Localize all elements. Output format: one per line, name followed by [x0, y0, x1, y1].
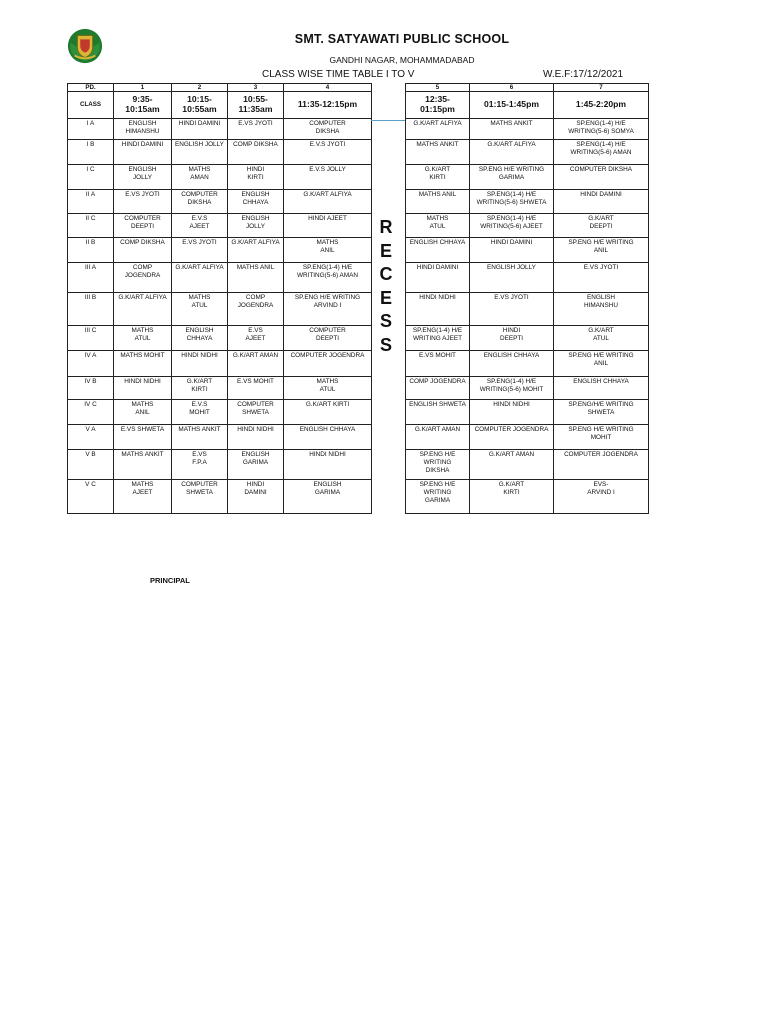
subject-cell: MATHS ATUL [172, 293, 228, 326]
subject-cell: COMPUTER DIKSHA [284, 119, 372, 140]
table-row [406, 263, 649, 293]
subject-cell: MATHS ANIL [114, 400, 172, 425]
subject-cell: COMPUTER JOGENDRA [284, 351, 372, 377]
connector-line [371, 120, 405, 121]
subject-cell: E.V.S JOLLY [284, 165, 372, 190]
table-row [406, 377, 649, 400]
class-name: III A [68, 263, 114, 293]
subject-cell: COMP DIKSHA [114, 238, 172, 263]
period-number: 6 [470, 84, 554, 92]
subject-cell: ENGLISH JOLLY [172, 140, 228, 165]
subject-cell: G.K/ART ATUL [554, 326, 649, 351]
class-name: I B [68, 140, 114, 165]
subject-cell: G.K/ART ALFIYA [406, 119, 470, 140]
class-header: CLASS [68, 92, 114, 119]
period-number: 2 [172, 84, 228, 92]
subject-cell: HINDI NIDHI [470, 400, 554, 425]
subject-cell: G.K/ART AMAN [228, 351, 284, 377]
subject-cell: HINDI NIDHI [172, 351, 228, 377]
subject-cell: G.K/ART ALFIYA [284, 190, 372, 214]
subject-cell: G.K/ART KIRTI [406, 165, 470, 190]
subject-cell: SP.ENG(1-4) H/E WRITING AJEET [406, 326, 470, 351]
subject-cell: G.K/ART DEEPTI [554, 214, 649, 238]
subject-cell: SP.ENG(1-4) H/E WRITING(5-6) AJEET [470, 214, 554, 238]
period-number: 1 [114, 84, 172, 92]
subject-cell: SP.ENG(1-4) H/E WRITING(5-6) SOMYA [554, 119, 649, 140]
period-number: 7 [554, 84, 649, 92]
table-row [406, 480, 649, 514]
subject-cell: ENGLISH CHHAYA [228, 190, 284, 214]
timetable-subtitle: CLASS WISE TIME TABLE I TO V [262, 69, 415, 80]
school-address: GANDHI NAGAR, MOHAMMADABAD [329, 55, 475, 65]
subject-cell: COMP JOGENDRA [114, 263, 172, 293]
table-row [68, 238, 372, 263]
class-name: V C [68, 480, 114, 514]
table-row [68, 377, 372, 400]
class-name: V B [68, 450, 114, 480]
table-row [406, 165, 649, 190]
subject-cell: COMPUTER DIKSHA [172, 190, 228, 214]
subject-cell: COMPUTER JOGENDRA [470, 425, 554, 450]
period-time: 11:35-12:15pm [284, 92, 372, 119]
subject-cell: MATHS ATUL [114, 326, 172, 351]
subject-cell: HINDI KIRTI [228, 165, 284, 190]
table-row [406, 214, 649, 238]
subject-cell: G.K/ART ALFIYA [114, 293, 172, 326]
subject-cell: SP.ENG H/E WRITING MOHIT [554, 425, 649, 450]
period-number: 3 [228, 84, 284, 92]
period-number: 5 [406, 84, 470, 92]
subject-cell: COMPUTER SHWETA [228, 400, 284, 425]
subject-cell: COMP JOGENDRA [406, 377, 470, 400]
subject-cell: MATHS ATUL [406, 214, 470, 238]
table-row [406, 119, 649, 140]
subject-cell: COMPUTER DEEPTI [284, 326, 372, 351]
table-row [406, 140, 649, 165]
subject-cell: MATHS ANKIT [406, 140, 470, 165]
subject-cell: SP.ENG H/E WRITING ARVIND I [284, 293, 372, 326]
recess-letter: C [379, 264, 393, 284]
subject-cell: E.VS JYOTI [114, 190, 172, 214]
subject-cell: E.VS MOHIT [228, 377, 284, 400]
table-row [68, 425, 372, 450]
subject-cell: ENGLISH HIMANSHU [554, 293, 649, 326]
subject-cell: E.VS JYOTI [228, 119, 284, 140]
class-name: II C [68, 214, 114, 238]
table-row [68, 293, 372, 326]
subject-cell: SP.ENG H/E WRITING DIKSHA [406, 450, 470, 480]
subject-cell: G.K/ART AMAN [470, 450, 554, 480]
table-row [68, 480, 372, 514]
subject-cell: HINDI NIDHI [406, 293, 470, 326]
subject-cell: SP.ENG(1-4) H/E WRITING(5-6) AMAN [554, 140, 649, 165]
table-row [406, 351, 649, 377]
table-row [406, 326, 649, 351]
subject-cell: HINDI AJEET [284, 214, 372, 238]
subject-cell: COMPUTER DEEPTI [114, 214, 172, 238]
class-name: I A [68, 119, 114, 140]
subject-cell: E.V.S AJEET [172, 214, 228, 238]
subject-cell: G.K/ART AMAN [406, 425, 470, 450]
subject-cell: G.K/ART ALFIYA [228, 238, 284, 263]
subject-cell: MATHS ANIL [228, 263, 284, 293]
class-name: IV A [68, 351, 114, 377]
subject-cell: E.V.S MOHIT [172, 400, 228, 425]
subject-cell: E.VS AJEET [228, 326, 284, 351]
subject-cell: MATHS ANKIT [470, 119, 554, 140]
period-time: 12:35- 01:15pm [406, 92, 470, 119]
subject-cell: E.VS JYOTI [554, 263, 649, 293]
recess-letter: S [379, 334, 392, 355]
pd-header: PD. [68, 84, 114, 92]
subject-cell: E.VS MOHIT [406, 351, 470, 377]
effective-date: W.E.F:17/12/2021 [543, 69, 624, 80]
subject-cell: COMP JOGENDRA [228, 293, 284, 326]
subject-cell: E.V.S JYOTI [284, 140, 372, 165]
subject-cell: HINDI DEEPTI [470, 326, 554, 351]
subject-cell: G.K/ART ALFIYA [172, 263, 228, 293]
subject-cell: ENGLISH GARIMA [228, 450, 284, 480]
subject-cell: ENGLISH CHHAYA [172, 326, 228, 351]
table-row [68, 450, 372, 480]
class-name: V A [68, 425, 114, 450]
subject-cell: E.VS JYOTI [470, 293, 554, 326]
period-time: 9:35- 10:15am [114, 92, 172, 119]
subject-cell: HINDI NIDHI [228, 425, 284, 450]
subject-cell: SP.ENG(1-4) H/E WRITING(5-6) SHWETA [470, 190, 554, 214]
subject-cell: HINDI DAMINI [228, 480, 284, 514]
subject-cell: HINDI DAMINI [406, 263, 470, 293]
subject-cell: SP.ENG H/E WRITING GARIMA [406, 480, 470, 514]
recess-letter: E [379, 240, 392, 261]
subject-cell: G.K/ART KIRTI [470, 480, 554, 514]
subject-cell: HINDI DAMINI [554, 190, 649, 214]
subject-cell: HINDI DAMINI [114, 140, 172, 165]
subject-cell: G.K/ART KIRTI [172, 377, 228, 400]
subject-cell: EVS- ARVIND I [554, 480, 649, 514]
subject-cell: MATHS ANIL [284, 238, 372, 263]
table-row [406, 450, 649, 480]
subject-cell: SP.ENG(1-4) H/E WRITING(5-6) AMAN [284, 263, 372, 293]
subject-cell: SP.ENG/H/E WRITING SHWETA [554, 400, 649, 425]
subject-cell: ENGLISH CHHAYA [470, 351, 554, 377]
subject-cell: MATHS ANKIT [172, 425, 228, 450]
timetable-left [67, 83, 372, 514]
table-row [68, 119, 372, 140]
subject-cell: E.VS SHWETA [114, 425, 172, 450]
class-name: IV B [68, 377, 114, 400]
subject-cell: HINDI DAMINI [470, 238, 554, 263]
subject-cell: ENGLISH JOLLY [228, 214, 284, 238]
recess-letter: E [379, 287, 392, 308]
table-row [68, 400, 372, 425]
subject-cell: COMPUTER DIKSHA [554, 165, 649, 190]
subject-cell: ENGLISH JOLLY [470, 263, 554, 293]
period-number: 4 [284, 84, 372, 92]
class-name: III B [68, 293, 114, 326]
subject-cell: HINDI DAMINI [172, 119, 228, 140]
recess-letter: R [379, 217, 393, 237]
subject-cell: ENGLISH HIMANSHU [114, 119, 172, 140]
subject-cell: MATHS ANIL [406, 190, 470, 214]
subject-cell: E.VS JYOTI [172, 238, 228, 263]
subject-cell: COMPUTER SHWETA [172, 480, 228, 514]
subject-cell: MATHS AJEET [114, 480, 172, 514]
class-name: I C [68, 165, 114, 190]
recess-letter: S [379, 311, 392, 331]
table-row [68, 165, 372, 190]
subject-cell: MATHS MOHIT [114, 351, 172, 377]
table-row [68, 326, 372, 351]
class-name: II B [68, 238, 114, 263]
subject-cell: ENGLISH GARIMA [284, 480, 372, 514]
class-name: II A [68, 190, 114, 214]
subject-cell: COMP DIKSHA [228, 140, 284, 165]
subject-cell: SP.ENG H/E WRITING ANIL [554, 351, 649, 377]
school-name: SMT. SATYAWATI PUBLIC SCHOOL [294, 32, 510, 46]
subject-cell: ENGLISH SHWETA [406, 400, 470, 425]
recess-label [379, 216, 393, 357]
subject-cell: SP.ENG H/E WRITING ANIL [554, 238, 649, 263]
period-time: 1:45-2:20pm [554, 92, 649, 119]
subject-cell: G.K/ART KIRTI [284, 400, 372, 425]
subject-cell: MATHS AMAN [172, 165, 228, 190]
subject-cell: E.VS F.P.A [172, 450, 228, 480]
table-row [406, 293, 649, 326]
table-row [406, 190, 649, 214]
table-row [68, 214, 372, 238]
table-row [406, 238, 649, 263]
period-time: 10:55- 11:35am [228, 92, 284, 119]
subject-cell: HINDI NIDHI [284, 450, 372, 480]
table-row [406, 400, 649, 425]
table-row [406, 425, 649, 450]
subject-cell: HINDI NIDHI [114, 377, 172, 400]
timetable-right [405, 83, 649, 514]
principal-signature-label: PRINCIPAL [150, 576, 190, 585]
class-name: IV C [68, 400, 114, 425]
subject-cell: ENGLISH CHHAYA [406, 238, 470, 263]
class-name: III C [68, 326, 114, 351]
table-row [68, 140, 372, 165]
subject-cell: SP.ENG H/E WRITING GARIMA [470, 165, 554, 190]
subject-cell: MATHS ATUL [284, 377, 372, 400]
subject-cell: ENGLISH CHHAYA [554, 377, 649, 400]
period-time: 01:15-1:45pm [470, 92, 554, 119]
subject-cell: G.K/ART ALFIYA [470, 140, 554, 165]
subject-cell: SP.ENG(1-4) H/E WRITING(5-6) MOHIT [470, 377, 554, 400]
subject-cell: ENGLISH CHHAYA [284, 425, 372, 450]
subject-cell: MATHS ANKIT [114, 450, 172, 480]
table-row [68, 190, 372, 214]
subject-cell: COMPUTER JOGENDRA [554, 450, 649, 480]
period-time: 10:15- 10:55am [172, 92, 228, 119]
table-row [68, 263, 372, 293]
subject-cell: ENGLISH JOLLY [114, 165, 172, 190]
table-row [68, 351, 372, 377]
